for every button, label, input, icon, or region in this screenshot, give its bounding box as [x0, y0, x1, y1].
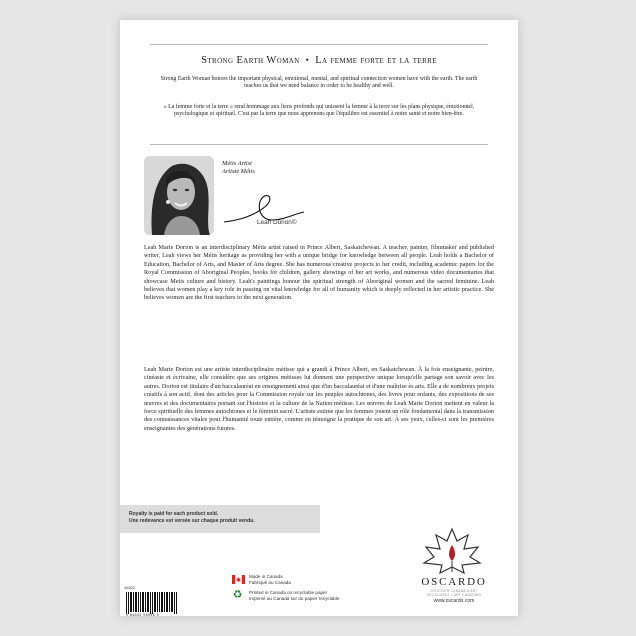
brand-tagline-english: DISCOVER CANADA & ART [430, 589, 478, 593]
brand-tagline-french: DÉCOUVREZ L'ART CANADIEN [426, 593, 482, 597]
artist-role-english: Métis Artist [222, 160, 252, 167]
intro-english: Strong Earth Woman honors the important physical, emotional, mental, and spiritual connection women have with the earth. The earth teaches us that we need balance in order to be healthy and well. [160, 76, 478, 90]
made-in-french: Fabriqué au Canada [249, 579, 291, 585]
artist-role-french: Artiste Métis [222, 168, 255, 175]
title-english: Strong Earth Woman [201, 55, 300, 66]
page-title [120, 55, 518, 66]
biography-french: Leah Marie Dorion est une artiste interdisciplinaire métisse qui a grandi à Prince Albert, en Saskatchewan. À la fois enseignante, peintre, cinéaste et écrivaine, elle considère que ses origines métisses lui donnent une perspective unique lorsqu'elle partage son savoir avec les autres. Dorion est titulaire d'un baccalauréat en enseignement ainsi que d'un baccalauréat et d'une maîtrise ès arts. Elle a de nombreux projets créatifs à son actif, dont des articles pour la Commission royale sur les peuples autochtones, des livres pour enfants, des expositions de ses œuvres et des documentaires portant sur l'histoire et la culture de la Nation métisse. Les œuvres de Leah Marie Dorion mettent en valeur la force spirituelle des femmes autochtones et le féminin sacré. L'artiste estime que les femmes jouent un rôle fondamental dans la transmission des connaissances vitales pour l'humanité toute entière, comme en témoigne la pratique de son art. À ses yeux, celles-ci sont les premières enseignantes des générations futures. [144, 366, 494, 432]
title-french: La femme forte et la terre [315, 55, 437, 66]
barcode-number: 0 64833 98546 9 [126, 613, 159, 617]
canada-flag-icon [232, 575, 245, 584]
intro-french: « La femme forte et la terre » rend hommage aux liens profonds qui unissent la femme à la terre sur les plans physique, émotionnel, psychologique et spirituel. C'est par la terre que nous apprenons que l'équilibre est essentiel à notre santé et notre bien-être. [163, 104, 475, 118]
paper-french: Imprimé au Canada sur du papier recyclable [249, 595, 340, 601]
royalty-english: Royalty is paid for each product sold. [129, 511, 219, 517]
royalty-notice [120, 505, 320, 533]
recyclable-paper-note [249, 590, 339, 602]
signature-name: Leah Dorion© [257, 219, 297, 226]
oscardo-maple-leaf-logo [416, 525, 488, 575]
biography-english: Leah Marie Dorion is an interdisciplinary Métis artist raised in Prince Albert, Saskatchewan. A teacher, painter, filmmaker and published writer, Leah views her Métis heritage as providing her with a unique bridge for knowledge between all people. Leah holds a Bachelor of Education, Bachelor of Arts, and Master of Arts degree. She has numerous creative projects to her credit, including academic papers for the Royal Commission of Aboriginal Peoples, books for children, gallery showings of her art works, and numerous video documentaries that showcase Metis culture and history. Leah's paintings honour the spiritual strength of Aboriginal women and the sacred feminine. Leah believes that women play a key role in passing on vital knowledge for all of humanity which is deeply reflected in her artistic practice. She believes women are the first teachers to the next generation. [144, 244, 494, 302]
artist-photo [144, 156, 214, 235]
made-in-canada [249, 574, 291, 586]
brand-tagline [400, 589, 508, 597]
brand-name: OSCARDO [421, 576, 487, 588]
recycle-icon: ♻ [232, 589, 243, 601]
artist-role [222, 160, 255, 176]
middle-divider [150, 144, 488, 145]
top-divider [150, 44, 488, 45]
brand-website[interactable]: www.oscardo.com [433, 598, 475, 604]
paper-english: Printed in Canada on recyclable paper [249, 590, 328, 595]
title-separator: • [305, 55, 310, 65]
royalty-french: Une redevance est versée sur chaque produit vendu. [129, 518, 255, 525]
product-card-back [120, 20, 518, 616]
product-sku: 46502 [124, 585, 136, 590]
made-in-english: Made in Canada [249, 574, 283, 579]
barcode [126, 592, 178, 614]
